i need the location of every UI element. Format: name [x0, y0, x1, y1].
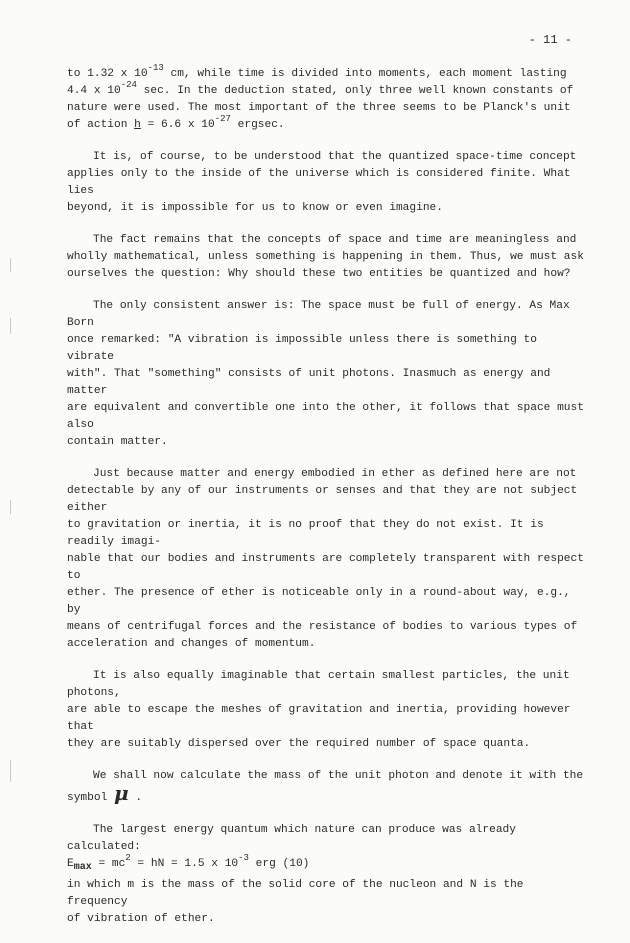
equation-10: $E_{max} = mc^2$ = hN = 1.5 x $10^{-3}$ erg (10) [67, 853, 310, 873]
scan-margin-mark [10, 760, 11, 782]
paragraph-3: The fact remains that the concepts of space and time are meaningless and wholly mathematical, unless something is happening in them. Thus, we must ask ourselves the question: Why should these two entities be quantized and how? [67, 234, 584, 280]
paragraph-7: We shall now calculate the mass of the unit photon and denote it with the symbol μ . [67, 770, 584, 805]
page-number: - 11 - [528, 33, 572, 47]
paragraph-1 [67, 63, 587, 134]
planck-constant-symbol: h [134, 119, 141, 131]
scan-margin-mark [10, 258, 11, 272]
text-line: of action h = 6.6 x $10^{-27}$ ergsec. [67, 114, 285, 131]
paragraph-5: Just because matter and energy embodied in ether as defined here are not detectable by any of our instruments or senses and that they are not subject either to gravitation or inertia, it is no proof that they do not exist. It is readily imagi- nable that our bodies and instruments are completely transparent with respect to ether. The presence of ether is noticeable only in a round-about way, e.g., by means of centrifugal forces and the resistance of bodies to various types of acceleration and changes of momentum. [67, 468, 584, 650]
mu-symbol: μ [114, 781, 129, 805]
text-line: nature were used. The most important of the three seems to be Planck's unit [67, 102, 571, 114]
scan-margin-mark [10, 500, 11, 514]
paragraph-4: The only consistent answer is: The space must be full of energy. As Max Born once remarked: "A vibration is impossible unless there is something to vibrate with". That "something" consists of unit photons. Inasmuch as energy and matter are equivalent and convertible one into the other, it follows that space must also contain matter. [67, 300, 584, 448]
paragraph-2: It is, of course, to be understood that the quantized space-time concept applies only to the inside of the universe which is considered finite. What lies beyond, it is impossible for us to know or even imagine. [67, 151, 577, 214]
paragraph-6: It is also equally imaginable that certain smallest particles, the unit photons, are able to escape the meshes of gravitation and inertia, providing however that they are suitably dispersed over the required number of space quanta. [67, 670, 571, 750]
text-line: 4.4 x $10^{-24}$ sec. In the deduction stated, only three well known constants of [67, 80, 574, 97]
scan-margin-mark [10, 318, 11, 334]
paragraph-9: in which m is the mass of the solid core of the nucleon and N is the frequency of vibration of ether. [67, 879, 524, 925]
paragraph-8: The largest energy quantum which nature can produce was already calculated: $E_{max} = mc^2$ = hN = 1.5 x $10^{-3}$ erg (10) [67, 824, 516, 873]
page-body [67, 63, 587, 943]
text-line: to 1.32 x $10^{-13}$ cm, while time is divided into moments, each moment lasting [67, 63, 567, 80]
